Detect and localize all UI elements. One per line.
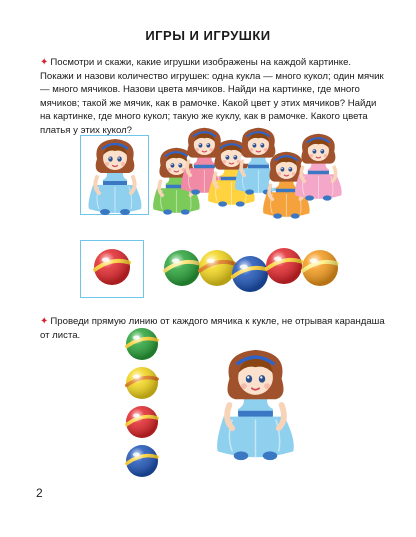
ball-column-illustration [118, 325, 168, 485]
ball-icon [126, 328, 158, 360]
page-number: 2 [36, 486, 43, 500]
task-2-instruction: Проведи прямую линию от каждого мячика к кукле, не отрывая карандаша от листа. [40, 316, 385, 341]
single-ball-illustration [80, 240, 145, 298]
doll-icon [89, 139, 142, 215]
big-doll-illustration [210, 345, 300, 465]
ball-icon [164, 250, 200, 286]
page-title: ИГРЫ И ИГРУШКИ [145, 28, 271, 43]
ball-icon [94, 249, 130, 285]
ball-icon [232, 256, 268, 292]
ball-icon [126, 445, 158, 477]
task-1-marker: ✦ [40, 57, 49, 68]
single-doll-illustration [80, 135, 150, 217]
doll-group-illustration [150, 120, 360, 220]
task-2-text [40, 315, 385, 342]
doll-icon [295, 134, 342, 201]
ball-icon [302, 250, 338, 286]
ball-icon [199, 250, 235, 286]
task-1-instruction: Посмотри и скажи, какие игрушки изображены на каждой картинке. Покажи и назови количество игрушек: одна кукла — много кукол; один мячик — много мячиков. Назови цвета мячиков. Найди на картинке, где много мячиков; такой же мячик, как в рамочке. Какой цвет у этих мячиков? Найди на картинке, где много кукол; такую же куклу, как в рамочке. Какого цвета платья у этих кукол? [40, 57, 384, 136]
ball-group-illustration [160, 242, 350, 300]
doll-icon [217, 350, 294, 460]
task-2-marker: ✦ [40, 316, 49, 327]
ball-icon [126, 406, 158, 438]
ball-icon [126, 367, 158, 399]
ball-icon [266, 248, 302, 284]
